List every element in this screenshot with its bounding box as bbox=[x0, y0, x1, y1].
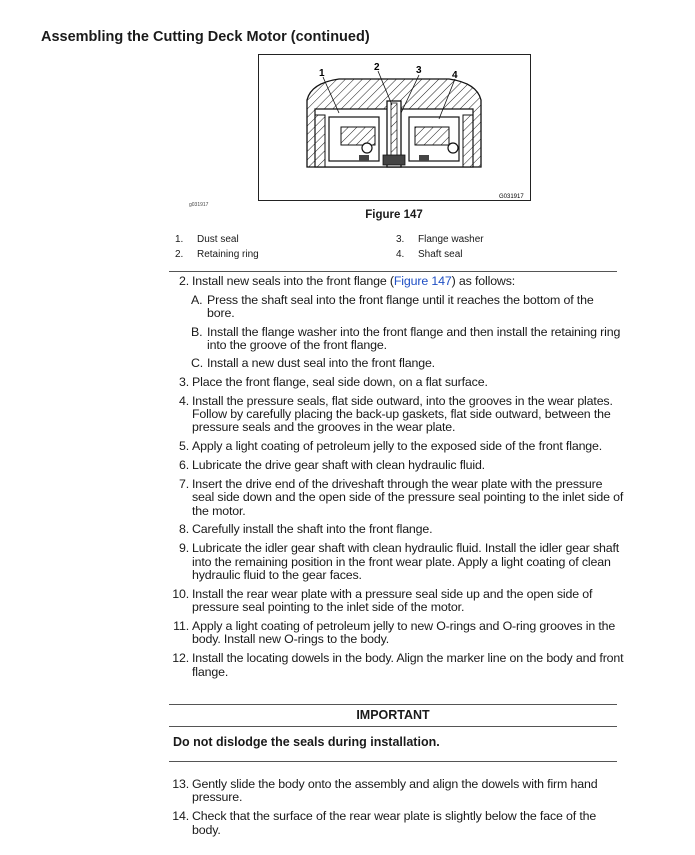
legend-left-column bbox=[175, 232, 259, 262]
step-5: 5. Apply a light coating of petroleum jelly to the exposed side of the front flange. bbox=[178, 439, 603, 454]
steps-list bbox=[169, 275, 624, 684]
seal-assembly-drawing bbox=[259, 55, 530, 200]
steps-list-continued bbox=[169, 778, 624, 842]
callout-1: 1 bbox=[319, 68, 325, 79]
step-11: 11. Apply a light coating of petroleum jelly to new O-rings and O-ring grooves in the body. Install new O-rings to the body. bbox=[173, 619, 616, 647]
important-text: Do not dislodge the seals during installation. bbox=[173, 735, 440, 749]
legend-item: 2. Retaining ring bbox=[175, 249, 259, 260]
step-10: 10. Install the rear wear plate with a pressure seal side up and the open side of pressure seal pointing to the inlet side of the motor. bbox=[172, 586, 593, 615]
step-9: 9. Lubricate the idler gear shaft with clean hydraulic fluid. Install the idler gear shaft into the remaining position in the front wear plate. Apply a light coating of clean hydraulic fluid to the gear faces. bbox=[178, 541, 620, 583]
figure-caption: Figure 147 bbox=[365, 209, 423, 221]
substep-c: C. Install a new dust seal into the front flange. bbox=[191, 356, 435, 371]
legend-item: 1. Dust seal bbox=[175, 234, 239, 245]
divider bbox=[169, 271, 617, 272]
step-14: 14. Check that the surface of the rear wear plate is slightly below the face of the body. bbox=[172, 809, 597, 837]
substep-a: A. Press the shaft seal into the front flange until it reaches the bottom of the bore. bbox=[191, 292, 594, 321]
step-3: 3. Place the front flange, seal side down, on a flat surface. bbox=[178, 374, 488, 389]
substep-b: B. Install the flange washer into the front flange and then install the retaining ring into the groove of the front flange. bbox=[191, 324, 621, 353]
legend-item: 3. Flange washer bbox=[396, 234, 484, 245]
step-13: 13. Gently slide the body onto the assembly and align the dowels with firm hand pressure. bbox=[172, 777, 598, 805]
callout-4: 4 bbox=[452, 70, 458, 81]
figure-code-box: G031917 bbox=[499, 194, 524, 200]
callout-2: 2 bbox=[374, 62, 380, 73]
important-bottom-rule bbox=[169, 761, 617, 762]
callout-3: 3 bbox=[416, 65, 422, 76]
figure-147-illustration bbox=[258, 54, 531, 201]
legend-right-column bbox=[396, 232, 484, 262]
step-6: 6. Lubricate the drive gear shaft with clean hydraulic fluid. bbox=[178, 458, 485, 473]
step-4: 4. Install the pressure seals, flat side outward, into the grooves in the wear plates. Follow by carefully placing the back-up gaskets, flat side outward, between the pressure seals and the grooves in the wear plate. bbox=[178, 393, 613, 435]
section-heading: Assembling the Cutting Deck Motor (continued) bbox=[41, 29, 370, 45]
step-12: 12. Install the locating dowels in the body. Align the marker line on the body and front flange. bbox=[172, 651, 624, 679]
important-title: IMPORTANT bbox=[356, 708, 430, 722]
figure-code-small: g031917 bbox=[189, 202, 209, 208]
legend-item: 4. Shaft seal bbox=[396, 249, 463, 260]
important-mid-rule bbox=[169, 726, 617, 727]
step-2: 2. Install new seals into the front flange (Figure 147) as follows: bbox=[178, 274, 516, 288]
step-8: 8. Carefully install the shaft into the front flange. bbox=[178, 522, 433, 537]
step-7: 7. Insert the drive end of the driveshaft through the wear plate with the pressure seal side down and the open side of the pressure seal pointing to the inlet side of the motor. bbox=[178, 476, 624, 518]
figure-147-link[interactable]: Figure 147 bbox=[393, 274, 452, 288]
important-top-rule bbox=[169, 704, 617, 705]
